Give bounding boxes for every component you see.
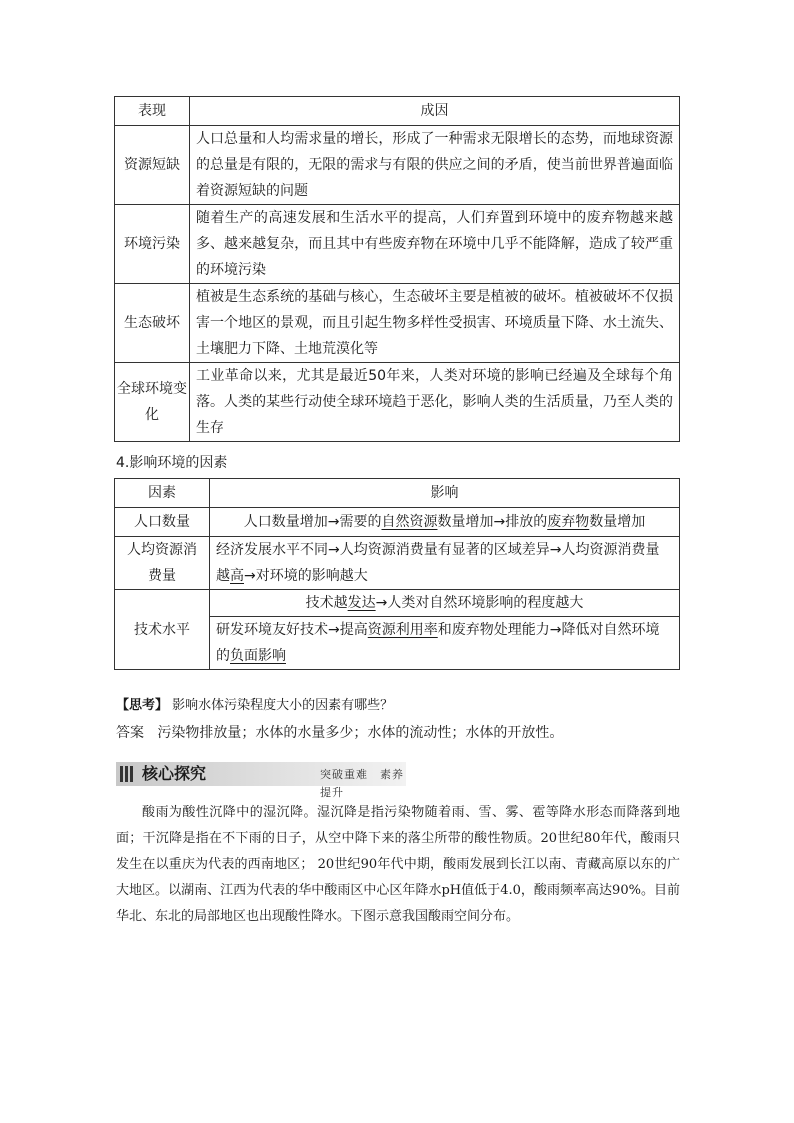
text-span: →人类对自然环境影响的程度越大: [375, 595, 584, 611]
row-label: 技术水平: [115, 590, 210, 670]
table-row: [115, 508, 680, 537]
underlined-term: 自然资源: [381, 514, 438, 530]
row-label: 生态破坏: [115, 284, 190, 363]
banner-title: 核心探究: [142, 764, 207, 783]
table-row: [115, 590, 680, 617]
row-label: 人口数量: [115, 508, 210, 537]
row-label: 资源短缺: [115, 126, 190, 205]
answer-text: 污染物排放量；水体的水量多少；水体的流动性；水体的开放性。: [157, 725, 564, 741]
row-text: [210, 508, 680, 537]
row-text: [210, 537, 680, 590]
think-tag: 【思考】: [116, 698, 169, 713]
row-text: [210, 590, 680, 617]
underlined-term: 负面影响: [230, 648, 286, 664]
text-span: 技术越: [305, 595, 348, 611]
table-row: [115, 205, 680, 284]
table-header: 表现: [115, 97, 190, 126]
row-label: 环境污染: [115, 205, 190, 284]
row-text: [210, 617, 680, 670]
row-text: 人口总量和人均需求量的增长，形成了一种需求无限增长的态势，而地球资源的总量是有限的，无限的需求与有限的供应之间的矛盾，使当前世界普遍面临着资源短缺的问题: [190, 126, 680, 205]
table-row: [115, 537, 680, 590]
underlined-term: 高: [230, 568, 244, 584]
row-text: 植被是生态系统的基础与核心，生态破坏主要是植被的破坏。植被破坏不仅损害一个地区的景观，而且引起生物多样性受损害、环境质量下降、水土流失、土壤肥力下降、土地荒漠化等: [190, 284, 680, 363]
text-span: 经济发展水平不同→人均资源消费量有显著的区域差异→人均资源消费量越: [216, 542, 660, 584]
text-span: 数量增加: [589, 514, 646, 530]
table-header: 成因: [190, 97, 680, 126]
row-label: 人均资源消费量: [115, 537, 210, 590]
underlined-term: 废弃物: [547, 514, 590, 530]
text-span: 研发环境友好技术→提高: [216, 622, 368, 638]
row-label: 全球环境变化: [115, 363, 190, 442]
text-span: 数量增加→排放的: [437, 514, 548, 530]
table-row: [115, 126, 680, 205]
section-title: 4.影响环境的因素: [116, 455, 228, 471]
section-banner: [116, 762, 406, 799]
think-question: [116, 694, 393, 713]
table-header: 影响: [210, 479, 680, 508]
table-row: [115, 284, 680, 363]
table-row: [115, 363, 680, 442]
body-paragraph: 酸雨为酸性沉降中的湿沉降。湿沉降是指污染物随着雨、雪、雾、雹等降水形态而降落到地面；干沉降是指在不下雨的日子，从空中降下来的落尘所带的酸性物质。20世纪80年代，酸雨只发生在以重庆为代表的西南地区； 20世纪90年代中期，酸雨发展到长江以南、青藏高原以东的广大地区。以湖南、江西为代表的华中酸雨区中心区年降水pH值低于4.0，酸雨频率高达90%。目前华北、东北的局部地区也出现酸性降水。下图示意我国酸雨空间分布。: [116, 805, 680, 924]
think-text: 影响水体污染程度大小的因素有哪些？: [172, 698, 394, 713]
underlined-term: 资源利用率: [367, 622, 438, 638]
underlined-term: 发达: [347, 595, 376, 611]
bars-icon: [120, 766, 134, 782]
answer: [116, 722, 563, 742]
causes-table: [114, 96, 680, 442]
text-span: 和废弃物处理能力→降低对自然环境的: [216, 622, 660, 664]
banner-subtitle: 突破重难 素养提升: [320, 768, 404, 799]
text-span: →对环境的影响越大: [244, 568, 368, 584]
text-span: 人口数量增加→需要的: [243, 514, 382, 530]
factors-table: [114, 478, 680, 670]
table-header: 因素: [115, 479, 210, 508]
answer-tag: 答案: [116, 725, 144, 741]
row-text: 随着生产的高速发展和生活水平的提高，人们弃置到环境中的废弃物越来越多、越来越复杂，而且其中有些废弃物在环境中几乎不能降解，造成了较严重的环境污染: [190, 205, 680, 284]
row-text: 工业革命以来，尤其是最近50年来，人类对环境的影响已经遍及全球每个角落。人类的某些行动使全球环境趋于恶化，影响人类的生活质量，乃至人类的生存: [190, 363, 680, 442]
